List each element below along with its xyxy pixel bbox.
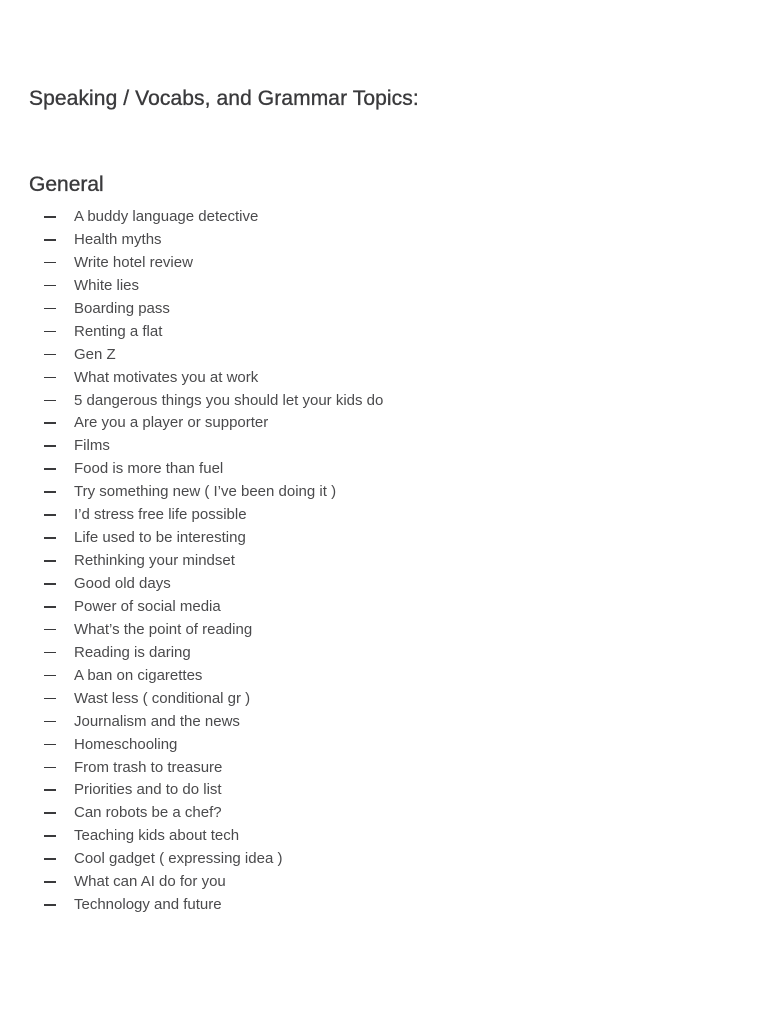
dash-bullet-icon — [44, 812, 56, 814]
list-item-label: Life used to be interesting — [74, 529, 246, 547]
list-item-label: Films — [74, 437, 110, 455]
dash-bullet-icon — [44, 354, 56, 356]
list-item-label: Technology and future — [74, 896, 222, 914]
dash-bullet-icon — [44, 629, 56, 631]
list-item-label: Renting a flat — [74, 322, 163, 340]
dash-bullet-icon — [44, 744, 56, 746]
list-item-label: Write hotel review — [74, 253, 193, 271]
dash-bullet-icon — [44, 331, 56, 333]
dash-bullet-icon — [44, 904, 56, 906]
dash-bullet-icon — [44, 881, 56, 883]
dash-bullet-icon — [44, 491, 56, 493]
list-item-label: Priorities and to do list — [74, 781, 222, 799]
list-item-label: What’s the point of reading — [74, 620, 253, 638]
dash-bullet-icon — [44, 835, 56, 837]
dash-bullet-icon — [44, 262, 56, 264]
section-heading-general: General — [29, 173, 104, 196]
dash-bullet-icon — [44, 308, 56, 310]
list-item-label: Are you a player or supporter — [74, 414, 269, 432]
list-item-label: 5 dangerous things you should let your kids do — [74, 391, 384, 409]
list-item-label: What motivates you at work — [74, 368, 259, 386]
dash-bullet-icon — [44, 675, 56, 677]
dash-bullet-icon — [44, 400, 56, 402]
dash-bullet-icon — [44, 721, 56, 723]
dash-bullet-icon — [44, 468, 56, 470]
dash-bullet-icon — [44, 858, 56, 860]
list-item-label: Power of social media — [74, 597, 221, 615]
list-item-label: Cool gadget ( expressing idea ) — [74, 850, 283, 868]
dash-bullet-icon — [44, 560, 56, 562]
dash-bullet-icon — [44, 606, 56, 608]
list-item-label: Can robots be a chef? — [74, 804, 222, 822]
list-item-label: Health myths — [74, 230, 162, 248]
list-item-label: Food is more than fuel — [74, 460, 224, 478]
list-item-label: Teaching kids about tech — [74, 827, 240, 845]
dash-bullet-icon — [44, 583, 56, 585]
list-item-label: White lies — [74, 276, 140, 294]
dash-bullet-icon — [44, 239, 56, 241]
dash-bullet-icon — [44, 652, 56, 654]
list-item-label: Try something new ( I’ve been doing it ) — [74, 483, 337, 501]
list-item-label: Reading is daring — [74, 643, 191, 661]
dash-bullet-icon — [44, 445, 56, 447]
list-item-label: A buddy language detective — [74, 208, 259, 225]
dash-bullet-icon — [44, 767, 56, 769]
dash-bullet-icon — [44, 377, 56, 379]
dash-bullet-icon — [44, 216, 56, 218]
dash-bullet-icon — [44, 789, 56, 791]
list-item-label: A ban on cigarettes — [74, 666, 203, 684]
page-title: Speaking / Vocabs, and Grammar Topics: — [29, 87, 419, 110]
list-item-label: Rethinking your mindset — [74, 552, 235, 570]
list-item-label: Good old days — [74, 575, 171, 592]
dash-bullet-icon — [44, 285, 56, 287]
list-item-label: Wast less ( conditional gr ) — [74, 689, 251, 707]
dash-bullet-icon — [44, 698, 56, 700]
list-item-label: Boarding pass — [74, 299, 170, 317]
list-item-label: From trash to treasure — [74, 758, 223, 776]
list-item-label: Homeschooling — [74, 735, 178, 753]
dash-bullet-icon — [44, 422, 56, 424]
list-item-label: What can AI do for you — [74, 873, 226, 891]
dash-bullet-icon — [44, 537, 56, 539]
list-item-label: Gen Z — [74, 345, 116, 363]
list-item-label: I’d stress free life possible — [74, 506, 247, 524]
dash-bullet-icon — [44, 514, 56, 516]
list-item-label: Journalism and the news — [74, 712, 240, 730]
